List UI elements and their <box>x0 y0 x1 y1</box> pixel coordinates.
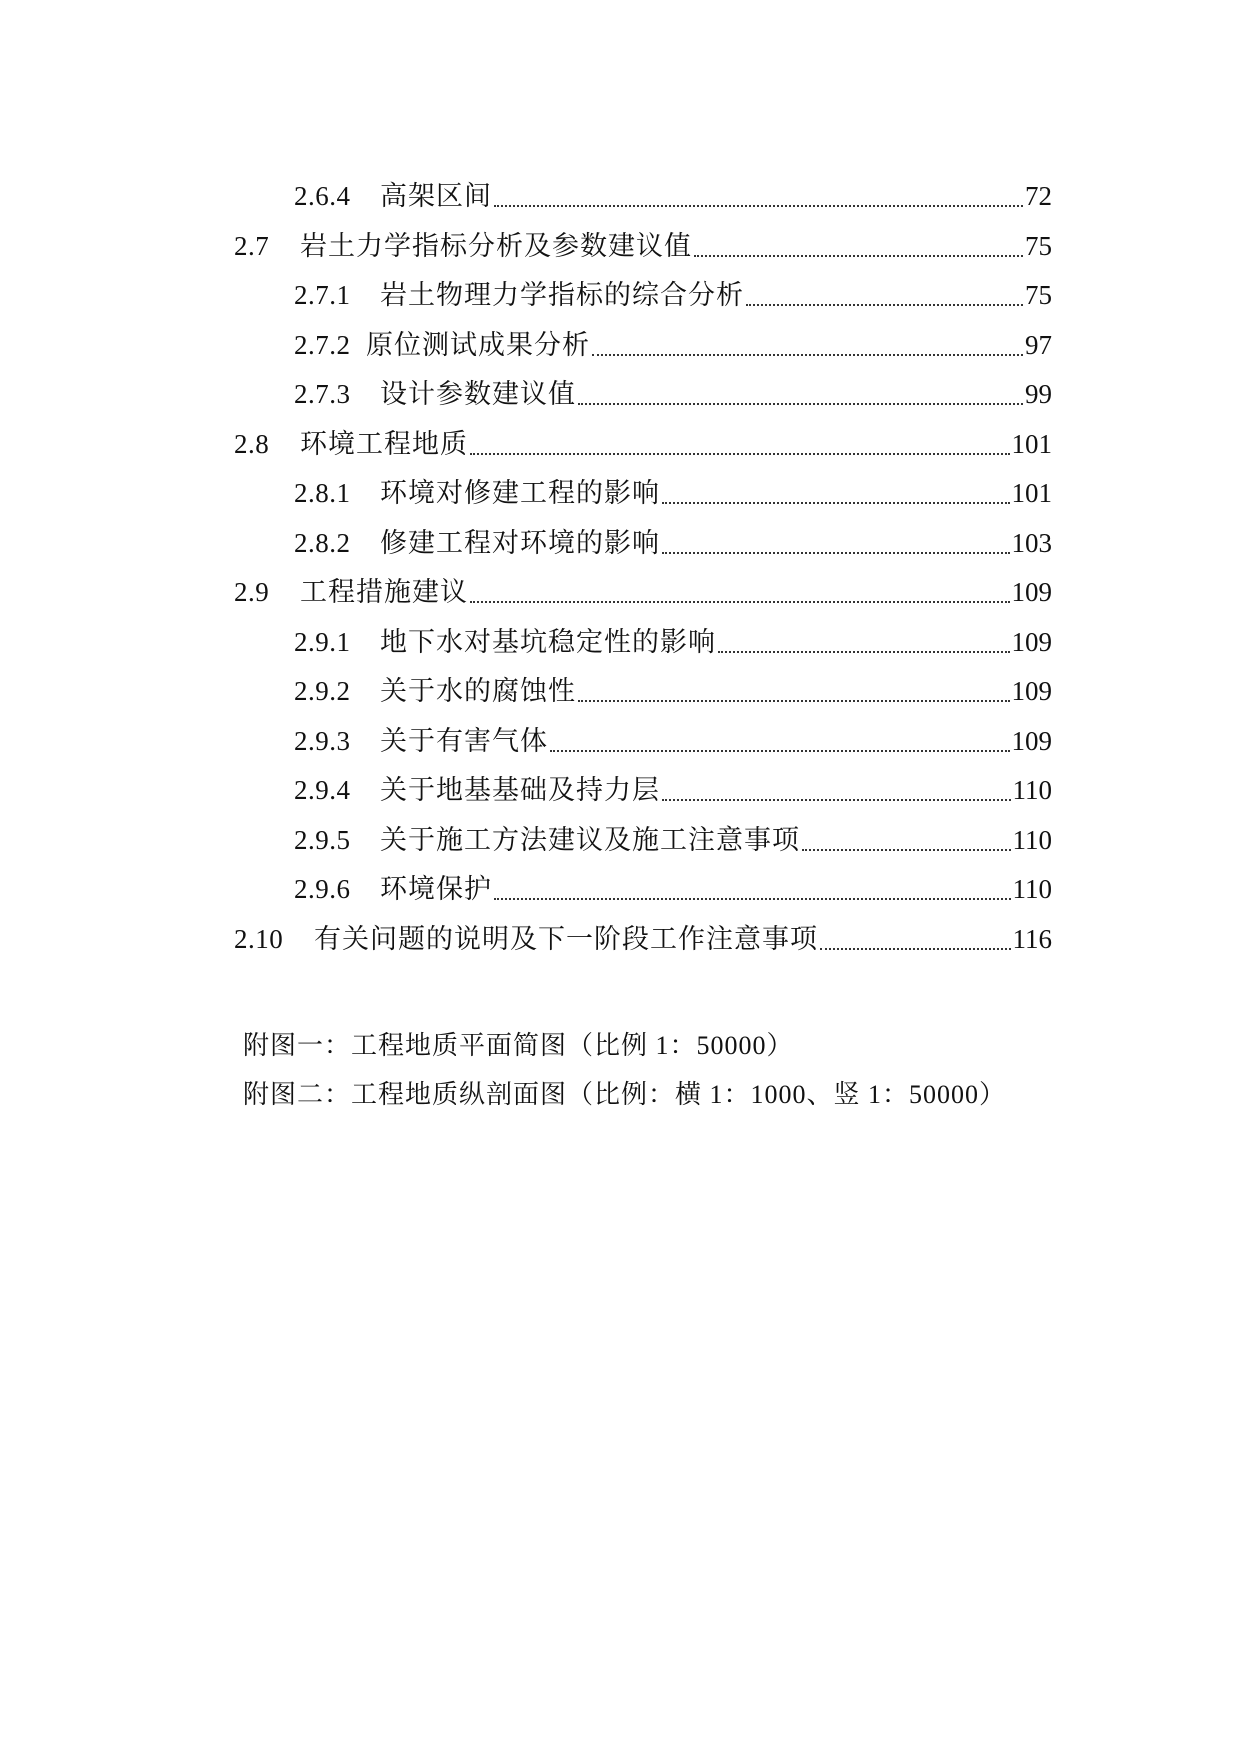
toc-entry-2-8-2[interactable] <box>294 523 1052 563</box>
toc-page-number: 109 <box>1011 676 1052 706</box>
toc-page-number: 110 <box>1012 825 1052 855</box>
toc-title: 高架区间 <box>380 181 492 211</box>
toc-page-number: 99 <box>1025 379 1052 409</box>
dot-leader <box>746 275 1023 315</box>
toc-entry-2-8-1[interactable] <box>294 473 1052 513</box>
toc-number: 2.7.2 <box>294 330 351 360</box>
toc-number: 2.9 <box>234 577 270 607</box>
toc-entry-2-7[interactable] <box>234 226 1052 266</box>
toc-title: 有关问题的说明及下一阶段工作注意事项 <box>314 924 818 954</box>
toc-entry-2-8[interactable] <box>234 424 1052 464</box>
dot-leader <box>494 869 1011 909</box>
dot-leader <box>470 572 1010 612</box>
toc-page-number: 116 <box>1012 924 1052 954</box>
toc-page-number: 103 <box>1011 528 1052 558</box>
toc-title: 关于地基基础及持力层 <box>380 775 660 805</box>
toc-entry-2-9-5[interactable] <box>294 820 1052 860</box>
toc-page-number: 72 <box>1025 181 1052 211</box>
toc-page-number: 75 <box>1025 231 1052 261</box>
toc-title: 关于水的腐蚀性 <box>380 676 576 706</box>
toc-entry-2-9-3[interactable] <box>294 721 1052 761</box>
toc-page-number: 109 <box>1011 627 1052 657</box>
dot-leader <box>592 325 1023 365</box>
appendix-figure-2: 附图二：工程地质纵剖面图（比例：横 1：1000、竖 1：50000） <box>243 1080 1007 1109</box>
toc-title: 工程措施建议 <box>300 577 468 607</box>
toc-entry-2-9-6[interactable] <box>294 869 1052 909</box>
toc-entry-2-9-1[interactable] <box>294 622 1052 662</box>
toc-number: 2.9.2 <box>294 676 351 706</box>
toc-entry-2-10[interactable] <box>234 919 1052 959</box>
toc-title: 设计参数建议值 <box>380 379 576 409</box>
toc-title: 环境对修建工程的影响 <box>380 478 660 508</box>
toc-entry-2-7-2[interactable] <box>294 325 1052 365</box>
dot-leader <box>578 671 1010 711</box>
toc-title: 地下水对基坑稳定性的影响 <box>380 627 716 657</box>
toc-title: 环境保护 <box>380 874 492 904</box>
toc-page-number: 97 <box>1025 330 1052 360</box>
toc-number: 2.9.4 <box>294 775 351 805</box>
toc-entry-2-7-1[interactable] <box>294 275 1052 315</box>
toc-number: 2.7.3 <box>294 379 351 409</box>
toc-title: 岩土力学指标分析及参数建议值 <box>300 231 692 261</box>
toc-page-number: 110 <box>1012 775 1052 805</box>
toc-page-number: 110 <box>1012 874 1052 904</box>
dot-leader <box>820 919 1011 959</box>
toc-number: 2.9.3 <box>294 726 351 756</box>
toc-number: 2.9.1 <box>294 627 351 657</box>
toc-page-number: 101 <box>1011 429 1052 459</box>
dot-leader <box>578 374 1023 414</box>
toc-entry-2-9[interactable] <box>234 572 1052 612</box>
toc-title: 关于施工方法建议及施工注意事项 <box>380 825 800 855</box>
dot-leader <box>550 721 1010 761</box>
toc-title: 岩土物理力学指标的综合分析 <box>380 280 744 310</box>
dot-leader <box>662 523 1010 563</box>
toc-number: 2.6.4 <box>294 181 351 211</box>
toc-title: 原位测试成果分析 <box>366 330 590 360</box>
toc-title: 修建工程对环境的影响 <box>380 528 660 558</box>
dot-leader <box>694 226 1023 266</box>
toc-page-number: 109 <box>1011 577 1052 607</box>
toc-number: 2.10 <box>234 924 284 954</box>
toc-entry-2-7-3[interactable] <box>294 374 1052 414</box>
dot-leader <box>662 473 1010 513</box>
toc-number: 2.8 <box>234 429 270 459</box>
toc-entry-2-9-2[interactable] <box>294 671 1052 711</box>
toc-number: 2.7 <box>234 231 270 261</box>
toc-page-number: 75 <box>1025 280 1052 310</box>
dot-leader <box>662 770 1011 810</box>
toc-title: 关于有害气体 <box>380 726 548 756</box>
appendix-figure-1: 附图一：工程地质平面简图（比例 1：50000） <box>243 1031 794 1060</box>
toc-page-number: 109 <box>1011 726 1052 756</box>
toc-title: 环境工程地质 <box>300 429 468 459</box>
toc-number: 2.9.5 <box>294 825 351 855</box>
toc-number: 2.8.1 <box>294 478 351 508</box>
toc-entry-2-9-4[interactable] <box>294 770 1052 810</box>
dot-leader <box>470 424 1010 464</box>
dot-leader <box>802 820 1011 860</box>
toc-entry-2-6-4[interactable] <box>294 176 1052 216</box>
toc-page-number: 101 <box>1011 478 1052 508</box>
dot-leader <box>494 176 1023 216</box>
dot-leader <box>718 622 1010 662</box>
toc-number: 2.7.1 <box>294 280 351 310</box>
toc-number: 2.8.2 <box>294 528 351 558</box>
toc-number: 2.9.6 <box>294 874 351 904</box>
